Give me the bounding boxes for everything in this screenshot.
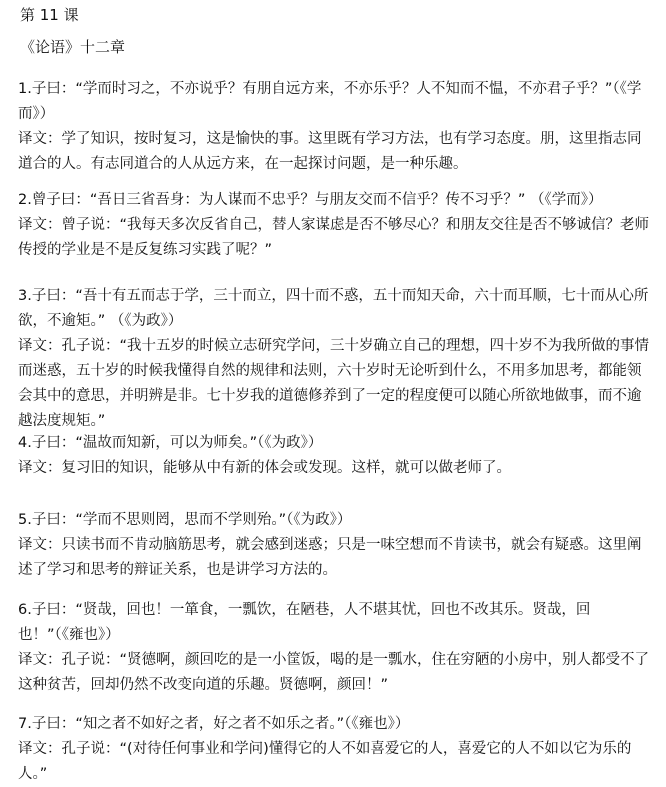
- lesson-title: 第 11 课: [20, 6, 79, 24]
- passage-5: [18, 508, 654, 583]
- passage-original: 6.子曰：“贤哉，回也！一箪食，一瓢饮，在陋巷，人不堪其忧，回也不改其乐。贤哉，回也！”（《雍也》）: [18, 602, 591, 643]
- passage-translation: 译文：复习旧的知识，能够从中有新的体会或发现。这样，就可以做老师了。: [18, 460, 511, 476]
- passage-3: [18, 284, 654, 434]
- passage-6: [18, 598, 654, 698]
- passage-translation: 译文：学了知识，按时复习，这是愉快的事。这里既有学习方法，也有学习态度。朋，这里指志同道合的人。有志同道合的人从远方来，在一起探讨问题，是一种乐趣。: [18, 131, 642, 172]
- passage-original: 4.子曰：“温故而知新，可以为师矣。”（《为政》）: [18, 435, 323, 451]
- passage-4: [18, 431, 654, 481]
- passage-translation: 译文：曾子说：“我每天多次反省自己，替人家谋虑是否不够尽心？和朋友交往是否不够诚信？老师传授的学业是不是反复练习实践了呢？”: [18, 217, 650, 258]
- passage-original: 2.曾子曰：“吾日三省吾身：为人谋而不忠乎？与朋友交而不信乎？传不习乎？” （《学而》）: [18, 192, 603, 208]
- passage-original: 5.子曰：“学而不思则罔，思而不学则殆。”（《为政》）: [18, 512, 352, 528]
- passage-original: 7.子曰：“知之者不如好之者，好之者不如乐之者。”（《雍也》）: [18, 716, 410, 732]
- passage-original: 1.子曰：“学而时习之，不亦说乎？有朋自远方来，不亦乐乎？人不知而不愠，不亦君子乎？”（《学而》）: [18, 81, 642, 122]
- passage-1: [18, 77, 654, 177]
- passage-translation: 译文：孔子说：“(对待任何事业和学问)懂得它的人不如喜爱它的人，喜爱它的人不如以它为乐的人。”: [18, 741, 632, 782]
- passage-original: 3.子曰：“吾十有五而志于学，三十而立，四十而不惑，五十而知天命，六十而耳顺，七十而从心所欲，不逾矩。” （《为政》）: [18, 288, 649, 329]
- passage-translation: 译文：孔子说：“我十五岁的时候立志研究学问，三十岁确立自己的理想，四十岁不为我所做的事情而迷惑，五十岁的时候我懂得自然的规律和法则，六十岁时无论听到什么，不用多加思考，都能领会其中的意思，并明辨是非。七十岁我的道德修养到了一定的程度便可以随心所欲地做事，而不逾越法度规矩。”: [18, 338, 650, 429]
- passage-translation: 译文：只读书而不肯动脑筋思考，就会感到迷惑；只是一味空想而不肯读书，就会有疑惑。这里阐述了学习和思考的辩证关系，也是讲学习方法的。: [18, 537, 642, 578]
- passage-2: [18, 188, 654, 263]
- passage-translation: 译文：孔子说：“贤德啊，颜回吃的是一小筐饭，喝的是一瓢水，住在穷陋的小房中，别人都受不了这种贫苦，回却仍然不改变向道的乐趣。贤德啊，颜回！”: [18, 652, 650, 693]
- chapter-title: 《论语》十二章: [20, 38, 126, 56]
